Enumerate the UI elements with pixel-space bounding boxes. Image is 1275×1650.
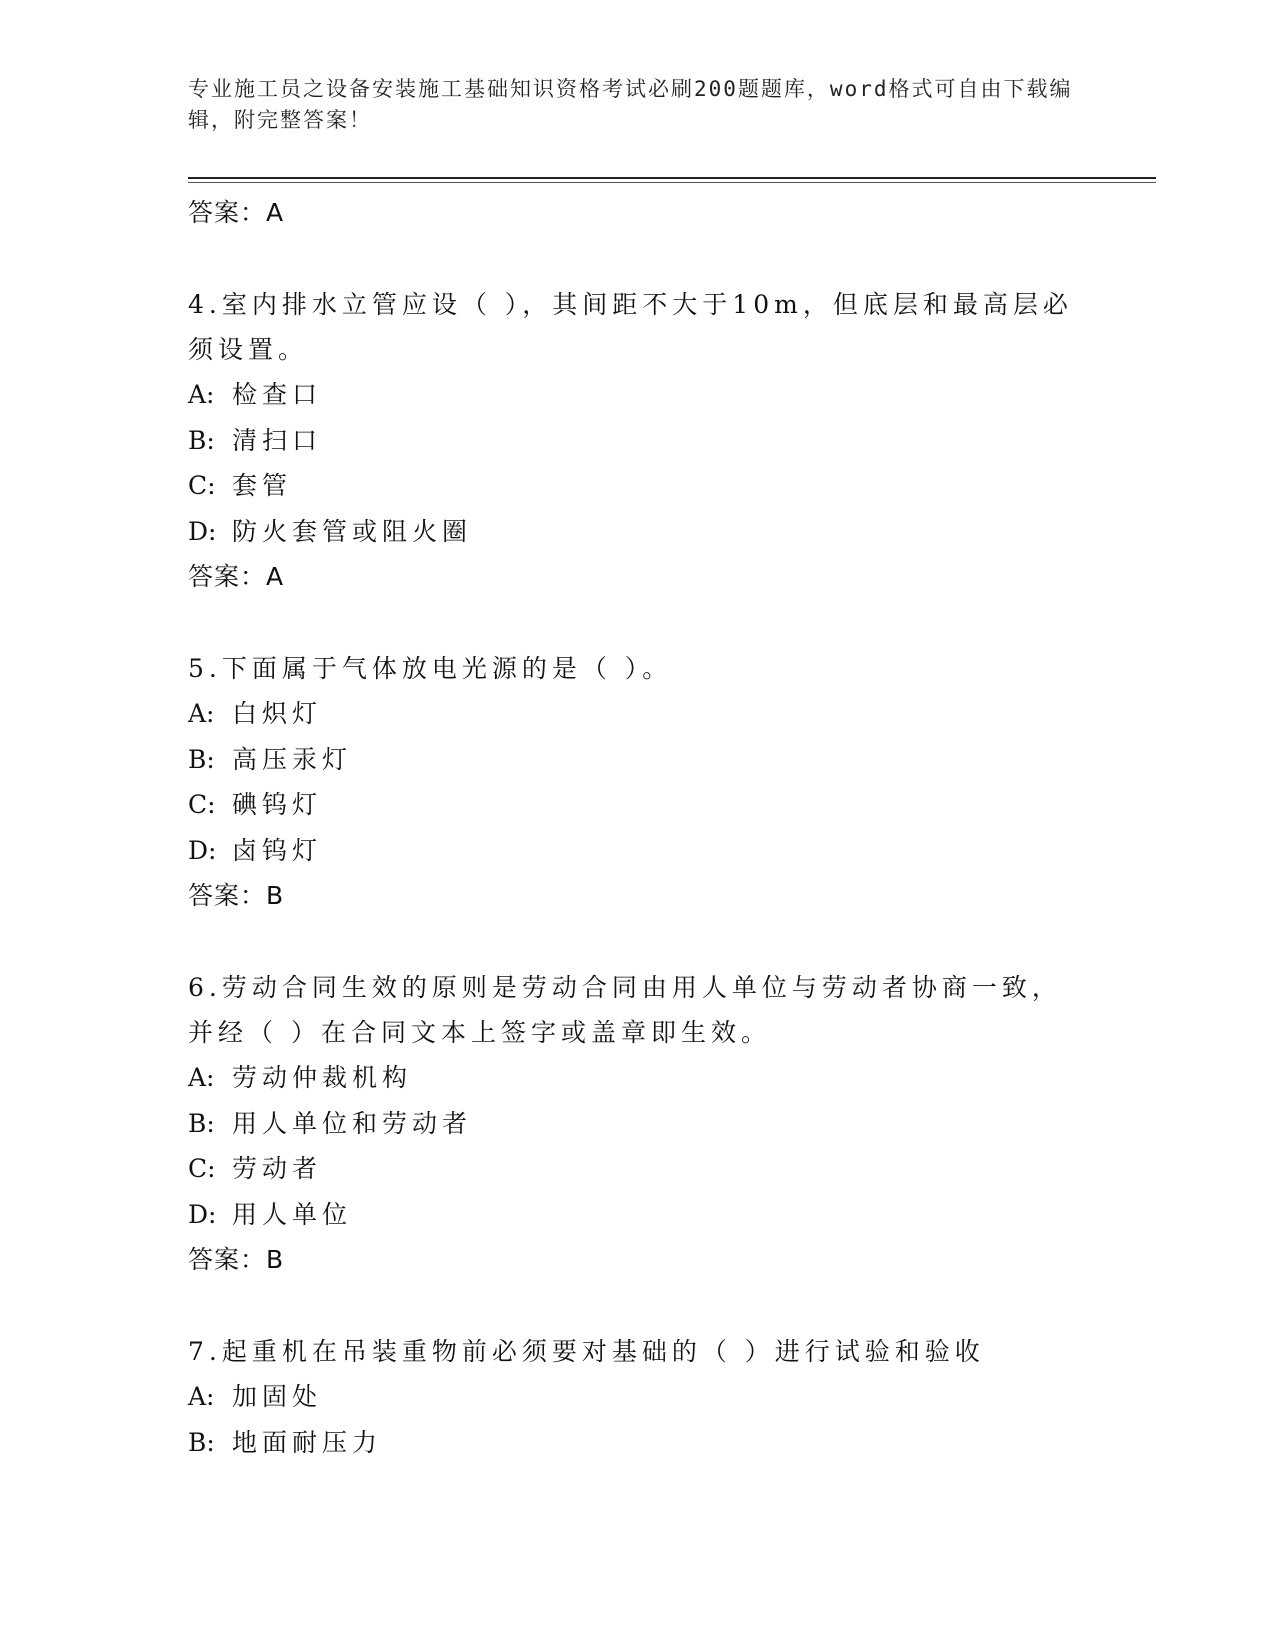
option-text: 套管 (232, 471, 293, 500)
option-letter: C: (188, 790, 216, 819)
option-d (188, 509, 1088, 555)
option-b (188, 737, 1088, 783)
option-a (188, 691, 1088, 737)
question-text: 4.室内排水立管应设（ ），其间距不大于10m，但底层和最高层必须设置。 (188, 290, 1073, 364)
option-letter: A: (188, 380, 215, 409)
answer-line: 答案：A (188, 198, 285, 227)
option-letter: B: (188, 744, 215, 774)
option-letter: A: (188, 1382, 215, 1411)
answer-line: 答案：B (188, 1245, 285, 1274)
option-text: 高压汞灯 (232, 744, 353, 774)
option-d (188, 1192, 1088, 1238)
question-text: 7.起重机在吊装重物前必须要对基础的（ ）进行试验和验收 (188, 1337, 985, 1366)
option-text: 劳动仲裁机构 (232, 1063, 413, 1092)
option-letter: D: (188, 516, 217, 546)
header-divider-thin (188, 182, 1156, 183)
option-d (188, 828, 1088, 874)
option-letter: B: (188, 425, 215, 455)
option-letter: B: (188, 1427, 215, 1457)
option-text: 卤钨灯 (232, 835, 323, 865)
answer-line: 答案：B (188, 881, 285, 910)
option-text: 地面耐压力 (232, 1427, 383, 1457)
option-b (188, 1101, 1088, 1147)
option-letter: C: (188, 1154, 216, 1183)
question-text: 6.劳动合同生效的原则是劳动合同由用人单位与劳动者协商一致，并经（ ）在合同文本上签字或盖章即生效。 (188, 973, 1062, 1047)
option-b (188, 418, 1088, 464)
option-text: 检查口 (232, 380, 323, 409)
option-text: 劳动者 (232, 1154, 323, 1183)
option-text: 白炽灯 (232, 699, 323, 728)
option-text: 加固处 (232, 1382, 323, 1411)
option-a (188, 1055, 1088, 1101)
document-header: 专业施工员之设备安装施工基础知识资格考试必刷200题题库，word格式可自由下载编辑，附完整答案！ (188, 77, 1073, 132)
option-letter: B: (188, 1108, 215, 1138)
option-letter: D: (188, 1199, 217, 1229)
question-list (188, 190, 1088, 1465)
header-divider-thick (188, 177, 1156, 179)
option-c (188, 782, 1088, 828)
option-text: 清扫口 (232, 425, 323, 455)
option-letter: A: (188, 699, 215, 728)
option-text: 用人单位和劳动者 (232, 1108, 473, 1138)
answer-line: 答案：A (188, 562, 285, 591)
question-item (188, 282, 1088, 600)
option-a (188, 372, 1088, 418)
option-letter: A: (188, 1063, 215, 1092)
option-text: 用人单位 (232, 1199, 353, 1229)
option-text: 碘钨灯 (232, 790, 323, 819)
option-letter: D: (188, 835, 217, 865)
option-c (188, 1146, 1088, 1192)
option-c (188, 463, 1088, 509)
option-text: 防火套管或阻火圈 (232, 516, 473, 546)
question-item (188, 646, 1088, 919)
question-text: 5.下面属于气体放电光源的是（ ）。 (188, 654, 673, 683)
option-a (188, 1374, 1088, 1420)
option-letter: C: (188, 471, 216, 500)
option-b (188, 1420, 1088, 1466)
question-item (188, 1329, 1088, 1465)
question-item (188, 965, 1088, 1283)
